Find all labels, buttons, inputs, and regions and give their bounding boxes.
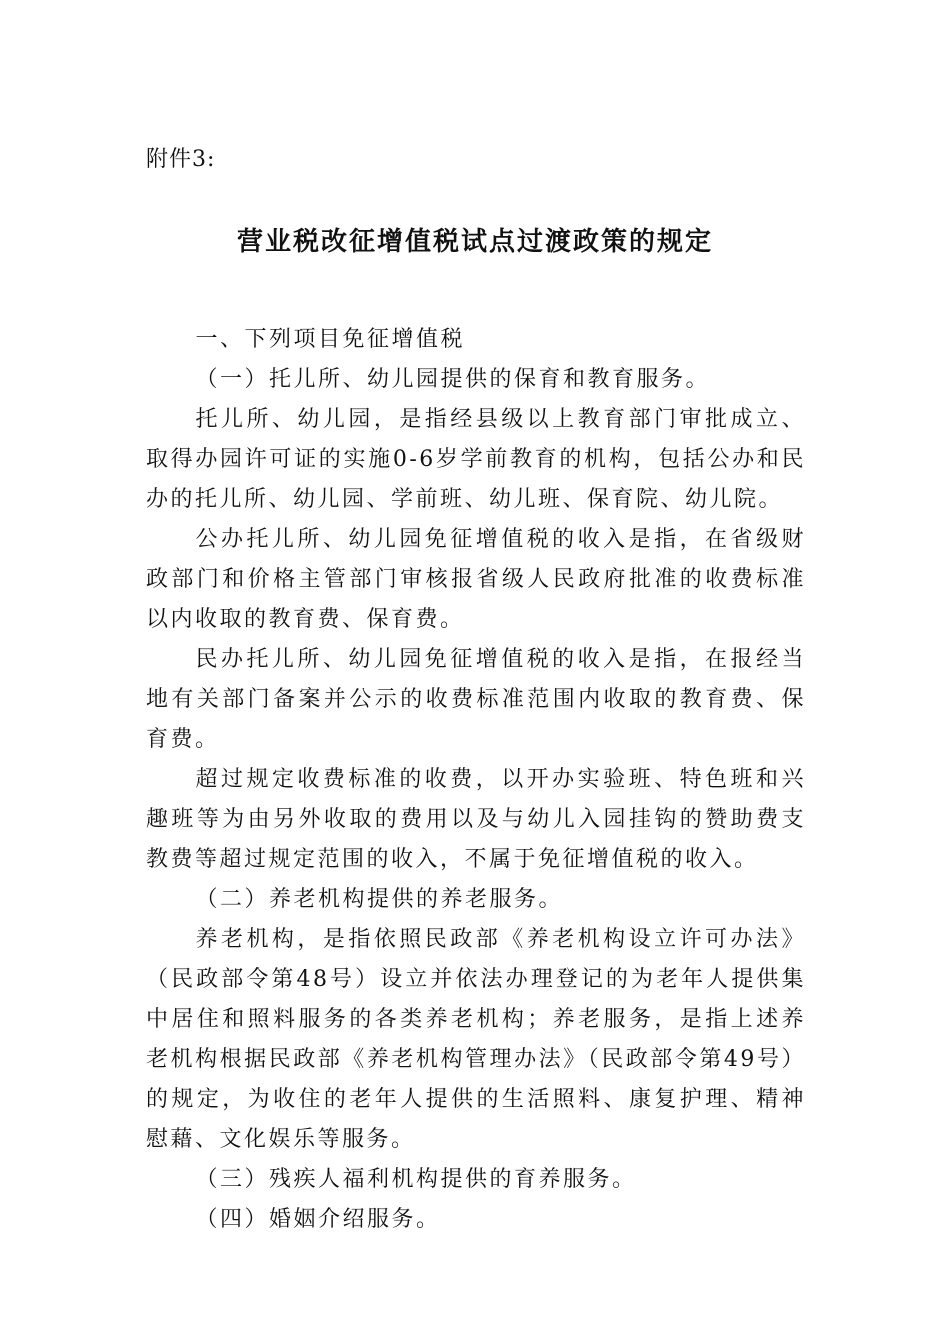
item-heading-4: （四）婚姻介绍服务。 (195, 1207, 441, 1232)
paragraph-kindergarten-definition: 托儿所、幼儿园，是指经县级以上教育部门审批成立、取得办园许可证的实施0-6岁学前教育的机构，包括公办和民办的托儿所、幼儿园、学前班、幼儿班、保育院、幼儿院。 (146, 407, 806, 512)
section-heading-1: 一、下列项目免征增值税 (195, 327, 466, 352)
paragraph-elderly-care-definition: 养老机构，是指依照民政部《养老机构设立许可办法》（民政部令第48号）设立并依法办理登记的为老年人提供集中居住和照料服务的各类养老机构；养老服务，是指上述养老机构根据民政部《养老机构管理办法》（民政部令第49号）的规定，为收住的老年人提供的生活照料、康复护理、精神慰藉、文化娱乐等服务。 (146, 927, 806, 1152)
paragraph-public-kindergarten-income: 公办托儿所、幼儿园免征增值税的收入是指，在省级财政部门和价格主管部门审核报省级人民政府批准的收费标准以内收取的教育费、保育费。 (146, 527, 806, 632)
document-title: 营业税改征增值税试点过渡政策的规定 (236, 227, 713, 257)
paragraph-private-kindergarten-income: 民办托儿所、幼儿园免征增值税的收入是指，在报经当地有关部门备案并公示的收费标准范围内收取的教育费、保育费。 (146, 647, 806, 752)
attachment-label: 附件3: (146, 147, 216, 172)
item-heading-1: （一）托儿所、幼儿园提供的保育和教育服务。 (195, 367, 711, 392)
document-body (146, 320, 806, 1240)
item-heading-2: （二）养老机构提供的养老服务。 (195, 887, 564, 912)
paragraph-excess-fees: 超过规定收费标准的收费，以开办实验班、特色班和兴趣班等为由另外收取的费用以及与幼儿入园挂钩的赞助费支教费等超过规定范围的收入，不属于免征增值税的收入。 (146, 767, 806, 872)
item-heading-3: （三）残疾人福利机构提供的育养服务。 (195, 1167, 637, 1192)
